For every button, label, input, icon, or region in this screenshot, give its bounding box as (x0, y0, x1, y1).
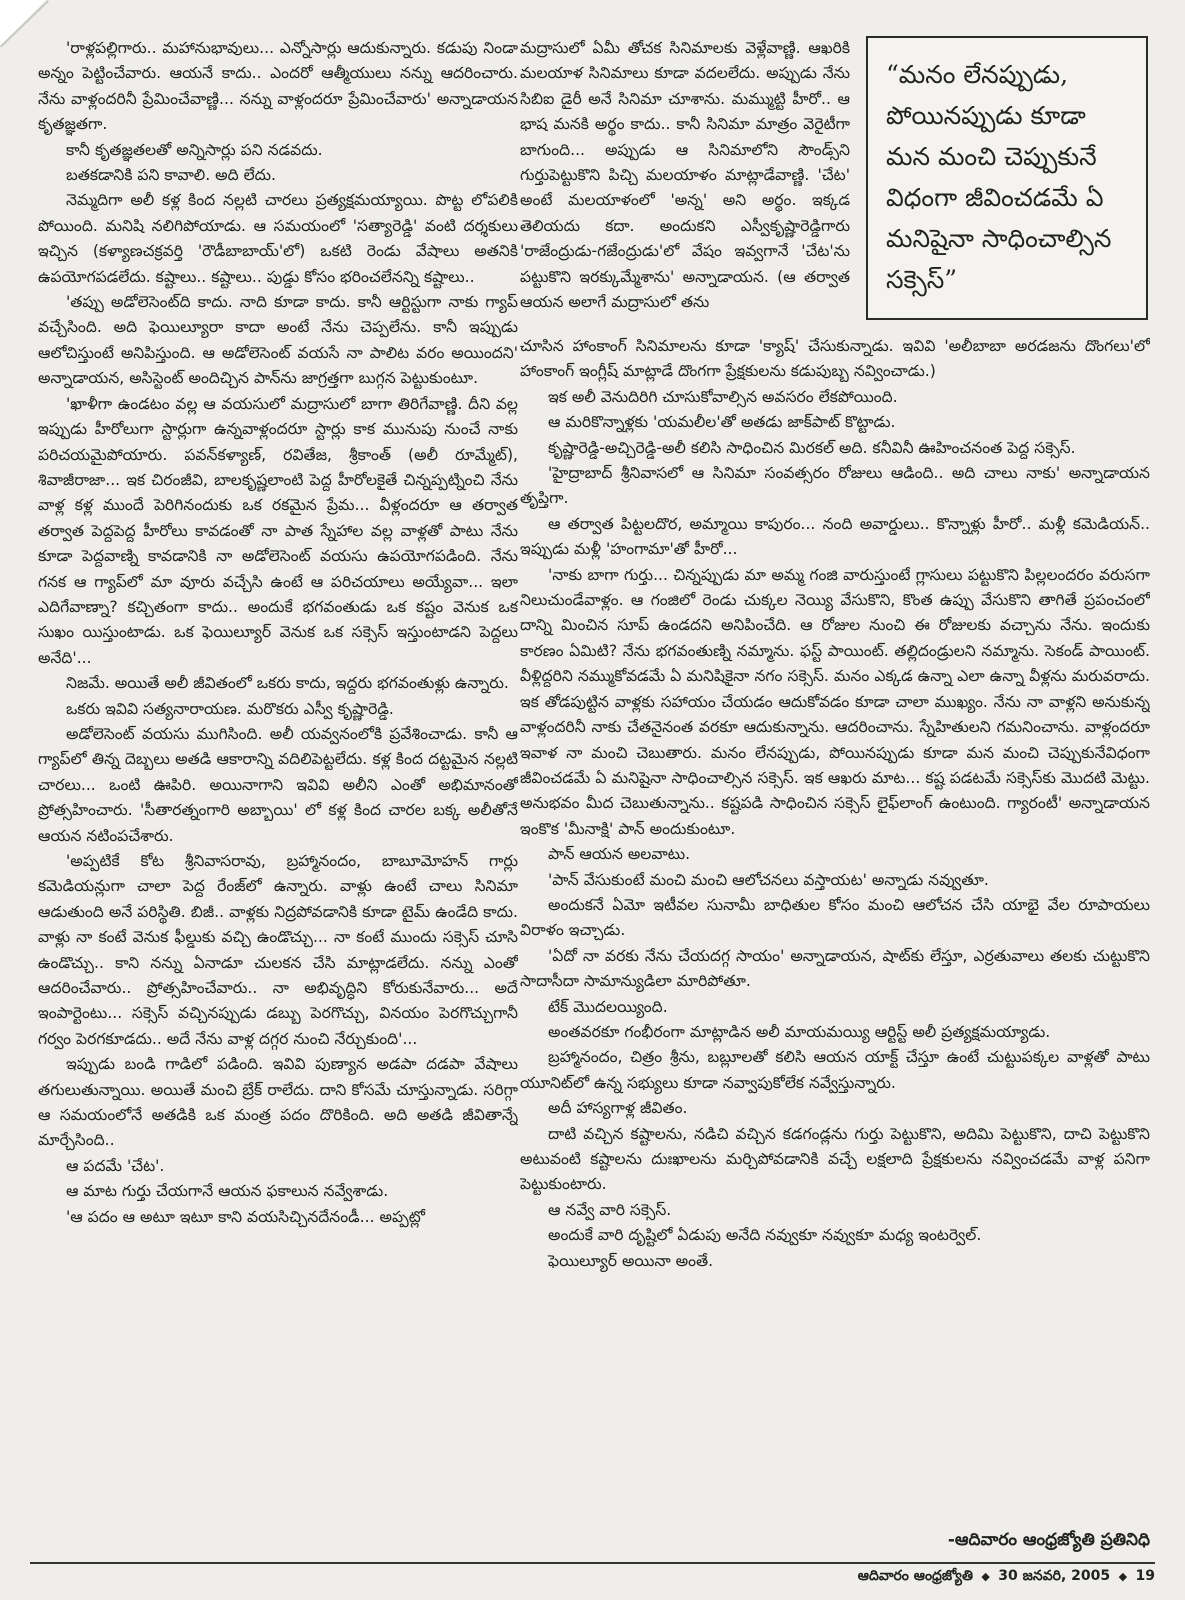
footer-rule (30, 1562, 1155, 1564)
article-paragraph: 'ఖాళీగా ఉండటం వల్ల ఆ వయసులో మద్రాసులో బాగా తిరిగేవాణ్ణి. దీని వల్ల ఇప్పుడు హీరోలుగా స్టార్లుగా ఉన్నవాళ్లందరూ స్టార్లు కాక మునుపు నుంచే నాకు పరిచయమైపోయారు. పవన్‌కళ్యాణ్, రవితేజ, శ్రీకాంత్ (అలీ రూమ్మేట్), శివాజీరాజా... ఇక చిరంజీవి, బాలకృష్ణలాంటి పెద్ద హీరోలకైతే చిన్నప్పట్నించి నేను వాళ్ల కళ్ల ముందే పెరిగినందుకు ఒక రకమైన ప్రేమ... వీళ్లందరూ ఆ తర్వాత తర్వాత పెద్దపెద్ద హీరోలు కావడంతో నా పాత స్నేహాల వల్ల వాళ్లతో పాటు నేను కూడా పెద్దవాణ్ని కావడానికి నా అడోలెసెంట్ వయసు ఉపయోగపడింది. నేను గనక ఆ గ్యాప్‌లో మా వూరు వచ్చేసి ఉంటే ఆ పరిచయాలు అయ్యేవా... ఇలా ఎదిగేవాణ్నా? కచ్చితంగా కాదు.. అందుకే భగవంతుడు ఒక కష్టం వెనుక ఒక సుఖం యిస్తుంటాడు. ఒక ఫెయిల్యూర్ వెనుక ఒక సక్సెస్ ఇస్తుంటాడని పెద్దలు అనేది'... (38, 394, 518, 667)
article-paragraph: బ్రహ్మానందం, చిత్రం శ్రీను, బబ్లూలతో కలిసి ఆయన యాక్ట్ చేస్తూ ఉంటే చుట్టుపక్కల వాళ్లతో పాటు యూనిట్‌లో ఉన్న సభ్యులు కూడా నవ్వాపుకోలేక నవ్వేస్తున్నారు. (520, 1048, 1150, 1092)
left-text-column (38, 36, 518, 1548)
article-paragraph: 'హైద్రాబాద్ శ్రీనివాసలో ఆ సినిమా సంవత్సరం రోజులు ఆడింది.. అది చాలు నాకు' అన్నాడాయన తృప్తిగా. (520, 464, 1150, 508)
article-paragraph: అందుకే వారి దృష్టిలో ఏడుపు అనేది నవ్వుకూ నవ్వుకూ మధ్య ఇంటర్వెల్. (548, 1226, 982, 1245)
article-paragraph: 'పాన్ వేసుకుంటే మంచి మంచి ఆలోచనలు వస్తాయట' అన్నాడు నవ్వుతూ. (548, 870, 989, 889)
article-paragraph: ఇక అలీ వెనుదిరిగి చూసుకోవాల్సిన అవసరం లేకపోయింది. (548, 387, 898, 406)
article-paragraph: బతకడానికి పని కావాలి. అది లేదు. (66, 166, 277, 185)
pull-quote-box (866, 36, 1148, 320)
author-signature: -ఆదివారం ఆంధ్రజ్యోతి ప్రతినిధి (947, 1530, 1150, 1550)
article-paragraph: ఫెయిల్యూర్ అయినా అంతే. (548, 1251, 714, 1270)
article-paragraph: కృష్ణారెడ్డి-అచ్చిరెడ్డి-అలీ కలిసి సాధించిన మిరకల్ అది. కనీవినీ ఊహించనంత పెద్ద సక్సెస్. (548, 438, 1076, 457)
article-paragraph: ఆ పదమే 'చేట'. (66, 1156, 165, 1175)
article-paragraph: 'ఆ పదం ఆ అటూ ఇటూ కాని వయసిచ్చినదేనండీ... అప్పట్లో (66, 1207, 425, 1226)
article-paragraph: అందుకనే ఏమో ఇటీవల సునామీ బాధితుల కోసం మంచి ఆలోచన చేసి యాభై వేల రూపాయలు విరాళం ఇచ్చాడు. (520, 895, 1150, 940)
article-paragraph: 'తప్పు అడోలెసెంట్‌ది కాదు. నాది కూడా కాదు. కానీ ఆర్టిస్టుగా నాకు గ్యాప్ వచ్చేసింది. అది ఫెయిల్యూరా కాదా అంటే నేను చెప్పలేను. కానీ ఇప్పుడు ఆలోచిస్తుంటే అనిపిస్తుంది. ఆ అడోలెసెంట్ వయసే నా పాలిట వరం అయిందని' అన్నాడాయన, అసిస్టెంట్ అందిచ్చిన పాన్‌ను జాగ్రత్తగా బుగ్గన పెట్టుకుంటూ. (38, 293, 518, 388)
article-paragraph: 'రాళ్లపల్లిగారు.. మహానుభావులు... ఎన్నోసార్లు ఆదుకున్నారు. కడుపు నిండా అన్నం పెట్టించేవారు. ఆయనే కాదు.. ఎందరో ఆత్మీయులు నన్ను ఆదరించారు. నేను వాళ్లందరినీ ప్రేమించేవాణ్ణి... నన్ను వాళ్లందరూ ప్రేమించేవారు' అన్నాడాయన కృతజ్ఞతగా. (38, 39, 518, 134)
article-paragraph: ఒకరు ఇవివి సత్యనారాయణ. మరొకరు ఎస్వీ కృష్ణారెడ్డి. (66, 699, 394, 718)
article-paragraph: 'ఏదో నా వరకు నేను చేయదగ్గ సాయం' అన్నాడాయన, షాట్‌కు లేస్తూ, ఎర్రతువాలు తలకు చుట్టుకొని సాదాసీదా సామాన్యుడిలా మారిపోతూ. (520, 946, 1150, 991)
footer-date: 30 జనవరి, 2005 (998, 1568, 1111, 1584)
article-paragraph: మద్రాసులో ఏమీ తోచక సినిమాలకు వెళ్లేవాణ్ణి. ఆఖరికి మలయాళ సినిమాలు కూడా వదలలేదు. అప్పుడు నేను సిబిఐ డైరీ అనే సినిమా చూశాను. మమ్ముట్టి హీరో.. ఆ భాష మనకి అర్థం కాదు.. కానీ సినిమా మాత్రం వెరైటీగా బాగుంది... అప్పుడు ఆ సినిమాలోని సౌండ్స్‌ని గుర్తుపెట్టుకొని పిచ్చి మలయాళం మాట్లాడేవాణ్ణి. 'చేట' అంటే మలయాళంలో 'అన్న' అని అర్థం. ఇక్కడ తెలియదు కదా. అందుకని ఎస్వీకృష్ణారెడ్డిగారు 'రాజేంద్రుడు-గజేంద్రుడు'లో వేషం ఇవ్వగానే 'చేట'ను పట్టుకొని ఇరక్కుమ్మేశాను' అన్నాడాయన. (ఆ తర్వాత ఆయన అలాగే మద్రాసులో తను (520, 39, 850, 312)
article-paragraph: ఆ నవ్వే వారి సక్సెస్. (548, 1200, 672, 1219)
article-paragraph: ఆ తర్వాత పిట్టలదొర, అమ్మాయి కాపురం... నంది అవార్డులు.. కొన్నాళ్లు హీరో.. మళ్లీ కమెడియన్.. ఇప్పుడు మళ్లీ 'హంగామా'తో హీరో... (520, 514, 1150, 559)
article-paragraph: చూసిన హాంకాంగ్ సినిమాలను కూడా 'క్యాష్' చేసుకున్నాడు. ఇవివి 'అలీబాబా అరడజను దొంగలు'లో హాంకాంగ్ ఇంగ్లీష్ మాట్లాడే దొంగగా ప్రేక్షకులను కడుపుబ్బ నవ్వించాడు.) (520, 337, 1150, 381)
article-paragraph: నిజమే. అయితే అలీ జీవితంలో ఒకరు కాదు, ఇద్దరు భగవంతుళ్లు ఉన్నారు. (66, 674, 509, 693)
pull-quote-text: “మనం లేనప్పుడు, పోయినప్పుడు కూడా మన మంచి చెప్పుకునే విధంగా జీవించడమే ఏ మనిషైనా సాధించాల్సిన సక్సెస్” (886, 60, 1112, 294)
article-paragraph: ఆ మరికొన్నాళ్లకు 'యమలీల'తో అతడు జాక్‌పాట్ కొట్టాడు. (548, 413, 896, 432)
article-paragraph: ఇప్పుడు బండి గాడిలో పడింది. ఇవివి పుణ్యాన అడపా దడపా వేషాలు తగులుతున్నాయి. అయితే మంచి బ్రేక్ రాలేదు. దాని కోసమే చూస్తున్నాడు. సరిగ్గా ఆ సమయంలోనే అతడికి ఒక మంత్ర పదం దొరికింది. అది అతడి జీవితాన్నే మార్చేసింది.. (38, 1055, 518, 1150)
article-paragraph: దాటి వచ్చిన కష్టాలను, నడిచి వచ్చిన కడగండ్లను గుర్తు పెట్టుకొని, అదిమి పెట్టుకొని, దాచి పెట్టుకొని అటువంటి కష్టాలను దుఃఖాలను మర్చిపోవడానికి వచ్చే లక్షలాది ప్రేక్షకులను నవ్వించడమే వాళ్ల పనిగా పెట్టుకుంటారు. (520, 1124, 1150, 1194)
right-text-column (520, 334, 1150, 1524)
article-paragraph: అదీ హాస్యగాళ్ల జీవితం. (548, 1099, 688, 1118)
article-paragraph: టేక్ మొదలయ్యింది. (548, 997, 668, 1016)
article-paragraph: అడోలెసెంట్ వయసు ముగిసింది. అలీ యవ్వనంలోకి ప్రవేశించాడు. కానీ ఆ గ్యాప్‌లో తిన్న దెబ్బలు అతడి ఆకారాన్ని వదిలిపెట్టలేదు. కళ్ల కింద దట్టమైన నల్లటి చారలు... ఒంటి ఊపిరి. అయినాగాని ఇవివి అలీని ఎంతో అభిమానంతో ప్రోత్సహించారు. 'సీతారత్నంగారి అబ్బాయి' లో కళ్ల కింద చారల బక్క అలీతోనే ఆయన నటింపచేశారు. (38, 724, 518, 845)
article-paragraph: అంతవరకూ గంభీరంగా మాట్లాడిన అలీ మాయమయ్యి ఆర్టిస్ట్ అలీ ప్రత్యక్షమయ్యాడు. (548, 1022, 1051, 1041)
article-paragraph: కానీ కృతజ్ఞతలతో అన్నిసార్లు పని నడవదు. (66, 140, 323, 159)
page-footer (760, 1568, 1155, 1587)
article-paragraph: పాన్ ఆయన అలవాటు. (548, 845, 691, 864)
footer-publication: ఆదివారం ఆంధ్రజ్యోతి (857, 1568, 973, 1584)
right-top-text-column (520, 36, 850, 315)
article-paragraph: ఆ మాట గుర్తు చేయగానే ఆయన ఫకాలున నవ్వేశాడు. (66, 1182, 389, 1201)
footer-page-number: 19 (1135, 1568, 1155, 1584)
article-paragraph: 'నాకు బాగా గుర్తు... చిన్నప్పుడు మా అమ్మ గంజి వారుస్తుంటే గ్లాసులు పట్టుకొని పిల్లలందరం వరుసగా నిలుచుండేవాళ్లం. ఆ గంజిలో రెండు చుక్కల నెయ్యి వేసుకొని, కొంత ఉప్పు వేసుకొని తాగితే ప్రపంచంలో దాన్ని మించిన సూప్ ఉండదని అనిపించేది. ఆ రోజుల నుంచి ఈ రోజులకు వచ్చాను నేను. ఇందుకు కారణం ఏమిటి? నేను భగవంతుణ్ని నమ్మాను. ఫస్ట్ పాయింట్. తల్లిదండ్రులని నమ్మాను. సెకండ్ పాయింట్. వీళ్లిద్దరిని నమ్ముకోవడమే ఏ మనిషికైనా నగం సక్సెస్. మనం ఎక్కడ ఉన్నా ఎలా ఉన్నా వీళ్లను మరువరాదు. ఇక తోడపుట్టిన వాళ్లకు సహాయం చేయడం ఆదుకోవడం కూడా చాలా ముఖ్యం. నేను నా వాళ్లని అనుకున్న వాళ్లందరినీ నాకు చేతనైనంత వరకూ ఆదుకున్నాను. ఆదరించాను. స్నేహితులని గమనించాను. వాళ్లందరూ ఇవాళ నా మంచి చెబుతారు. మనం లేనప్పుడు, పోయినప్పుడు కూడా మన మంచి చెప్పుకునేవిధంగా జీవించడమే ఏ మనిషైనా సాధించాల్సిన సక్సెస్. ఇక ఆఖరు మాట... కష్ట పడటమే సక్సెస్‌కు మొదటి మెట్టు. అనుభవం మీద చెబుతున్నాను.. కష్టపడి సాధించిన సక్సెస్ లైఫ్‌లాంగ్ ఉంటుంది. గ్యారంటీ' అన్నాడాయన ఇంకొక 'మీనాక్షి' పాన్ అందుకుంటూ. (520, 565, 1150, 838)
article-paragraph: నెమ్మదిగా అలీ కళ్ల కింద నల్లటి చారలు ప్రత్యక్షమయ్యాయి. పొట్ట లోపలికి పోయింది. మనిషి నలిగిపోయాడు. ఆ సమయంలో 'సత్యారెడ్డి' వంటి దర్శకులు ఇచ్చిన (కళ్యాణచక్రవర్తి 'రౌడీబాబాయ్'లో) ఒకటి రెండు వేషాలు అతనికి ఉపయోగపడలేదు. కష్టాలు.. కష్టాలు.. పుడ్డు కోసం భరించలేనన్ని కష్టాలు.. (38, 191, 518, 286)
diamond-separator-icon: ◆ (1118, 1570, 1128, 1583)
diamond-separator-icon: ◆ (981, 1570, 990, 1583)
article-paragraph: 'అప్పటికే కోట శ్రీనివాసరావు, బ్రహ్మానందం, బాబూమోహన్ గార్లు కమెడియన్లుగా చాలా పెద్ద రేంజ్‌లో ఉన్నారు. వాళ్లు ఉంటే చాలు సినిమా ఆడుతుంది అనే పరిస్థితి. బిజీ.. వాళ్లకు నిద్రపోవడానికి కూడా టైమ్ ఉండేది కాదు. వాళ్లు నా కంటే వెనుక ఫీల్డుకు వచ్చి ఉండొచ్చు... నా కంటే ముందు సక్సెస్ చూసి ఉండొచ్చు.. కాని నన్ను ఏనాడూ చులకన చేసి మాట్లాడలేదు. నన్ను ఎంతో ఆదరించేవారు.. ప్రోత్సహించేవారు.. నా అభివృద్ధిని కోరుకునేవారు... అదే ఇంపార్టెంటు... సక్సెస్ వచ్చినప్పుడు డబ్బు పెరగొచ్చు, వినయం పెరగొచ్చుగానీ గర్వం పెరగకూడదు.. అదే నేను వాళ్ల దగ్గర నుంచి నేర్చుకుంది'... (38, 852, 518, 1048)
